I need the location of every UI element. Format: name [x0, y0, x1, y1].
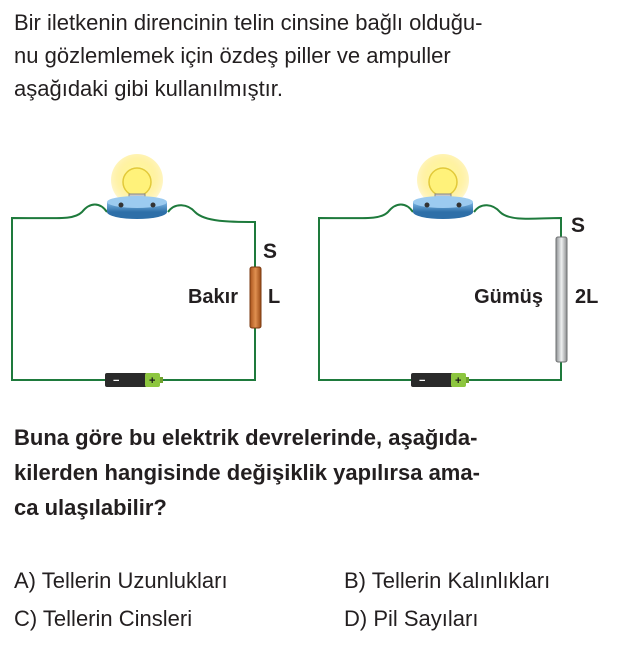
battery-1: [105, 373, 163, 387]
material-label-1: Bakır: [187, 286, 238, 308]
material-label-2: Gümüş: [474, 286, 543, 308]
switch-label-1: S: [263, 240, 278, 263]
socket-terminal: [119, 203, 124, 208]
question-line-1: Buna göre bu elektrik devrelerinde, aşağıda-: [14, 425, 478, 450]
battery-body: [411, 373, 453, 387]
minus-icon: −: [113, 375, 120, 387]
socket-terminal: [151, 203, 156, 208]
plus-icon: +: [455, 375, 462, 387]
intro-line-3: aşağıdaki gibi kullanılmıştır.: [14, 76, 284, 101]
intro-line-2: nu gözlemlemek için özdeş piller ve ampuller: [14, 43, 451, 68]
intro-line-1: Bir iletkenin direncinin telin cinsine bağlı olduğu-: [14, 10, 483, 35]
socket-terminal: [425, 203, 430, 208]
option-b[interactable]: B) Tellerin Kalınlıkları: [344, 568, 551, 593]
intro-text: [14, 6, 606, 105]
option-c[interactable]: C) Tellerin Cinsleri: [14, 606, 193, 631]
plus-icon: +: [149, 375, 156, 387]
question-line-2: kilerden hangisinde değişiklik yapılırsa ama-: [14, 460, 480, 485]
bulb-socket-top: [107, 196, 167, 208]
option-d[interactable]: D) Pil Sayıları: [344, 606, 479, 631]
question-line-3: ca ulaşılabilir?: [14, 495, 167, 520]
battery-terminal: [466, 377, 469, 383]
length-label-1: L: [268, 286, 281, 308]
battery-terminal: [160, 377, 163, 383]
circuit-1: [12, 154, 280, 387]
bulb-socket-top: [413, 196, 473, 208]
copper-wire: [250, 267, 261, 328]
bulb-2: [413, 154, 473, 219]
length-label-2: 2L: [575, 286, 599, 308]
minus-icon: −: [419, 375, 426, 387]
battery-body: [105, 373, 147, 387]
switch-label-2: S: [571, 214, 586, 237]
circuit-2: [319, 154, 598, 387]
battery-2: [411, 373, 469, 387]
question-text: [14, 420, 606, 525]
silver-wire: [556, 237, 567, 362]
circuit-diagrams: [0, 150, 620, 390]
option-a[interactable]: A) Tellerin Uzunlukları: [14, 568, 228, 593]
socket-terminal: [457, 203, 462, 208]
bulb-icon: [429, 168, 457, 196]
bulb-1: [107, 154, 167, 219]
bulb-icon: [123, 168, 151, 196]
